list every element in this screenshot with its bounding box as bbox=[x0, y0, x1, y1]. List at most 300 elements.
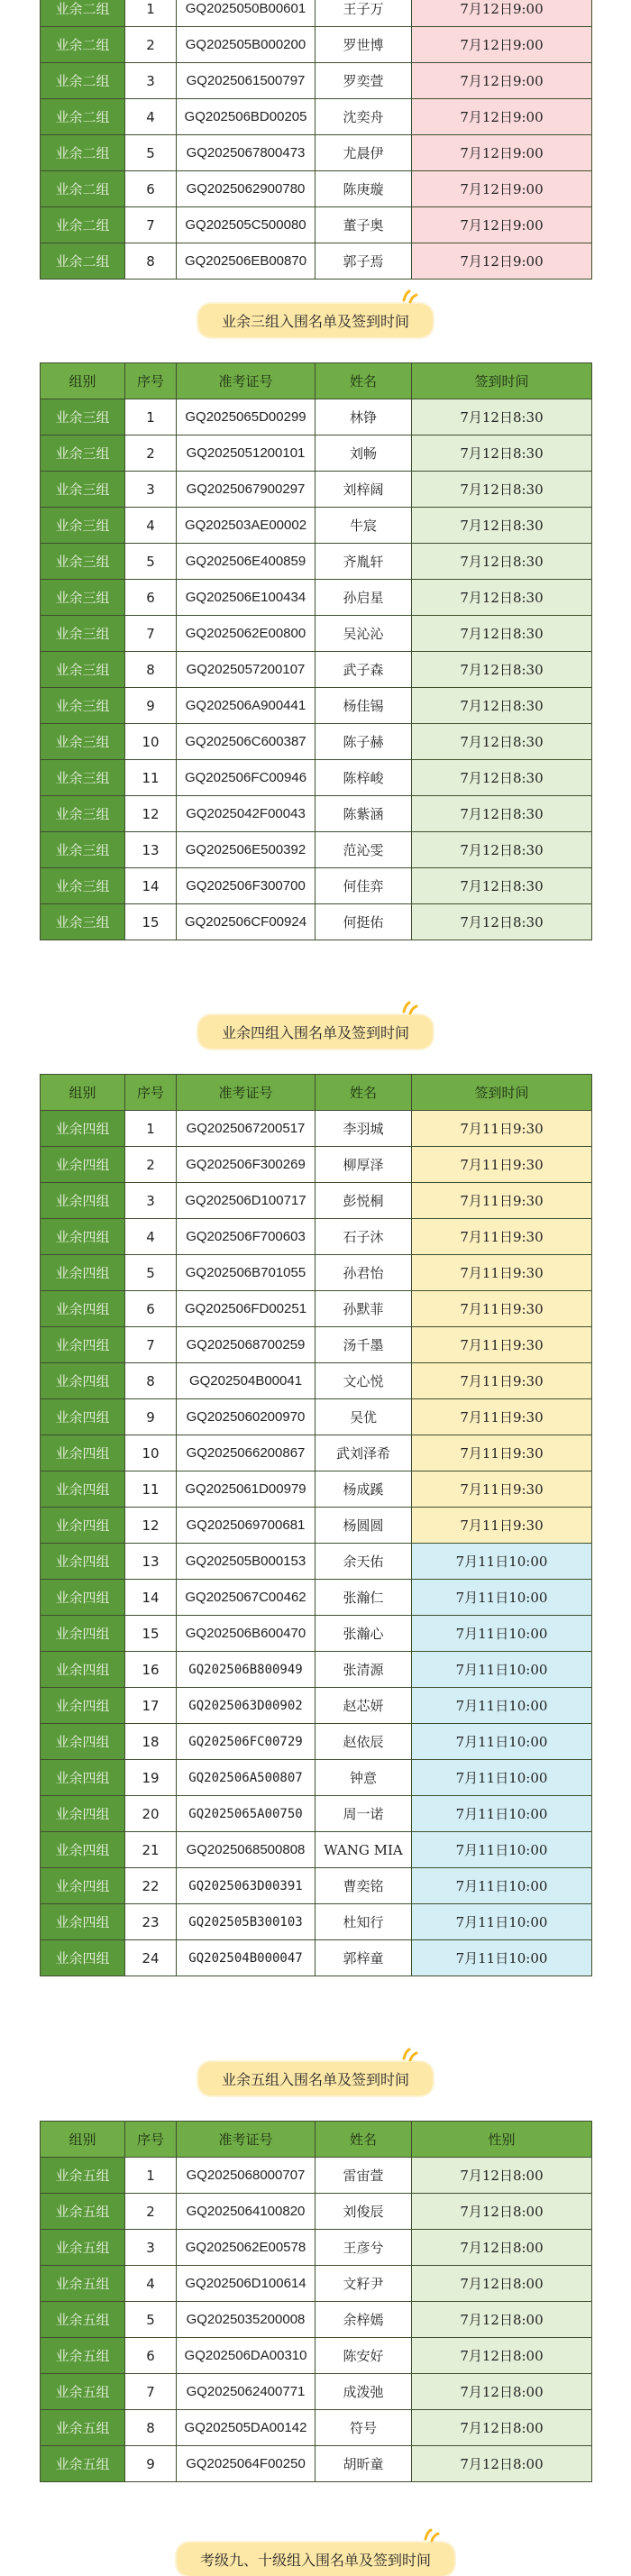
table-row bbox=[41, 472, 592, 508]
header-group: 组别 bbox=[41, 363, 125, 399]
number-cell: 3 bbox=[125, 2230, 177, 2266]
table-row bbox=[41, 760, 592, 796]
number-cell: 4 bbox=[125, 99, 177, 135]
exam-id-cell: GQ202506FC00946 bbox=[177, 760, 316, 796]
exam-id-cell: GQ2025063D00902 bbox=[177, 1688, 316, 1724]
number-cell: 6 bbox=[125, 580, 177, 616]
group-cell: 业余四组 bbox=[41, 1291, 125, 1327]
roster-table-amateur-5 bbox=[40, 2121, 592, 2482]
table-row bbox=[41, 2158, 592, 2194]
header-time: 签到时间 bbox=[412, 1075, 592, 1111]
name-cell: 沈奕舟 bbox=[316, 99, 412, 135]
checkin-time-cell: 7月12日8:30 bbox=[412, 832, 592, 868]
number-cell: 15 bbox=[125, 904, 177, 940]
table-row bbox=[41, 1508, 592, 1544]
checkin-time-cell: 7月12日9:00 bbox=[412, 171, 592, 207]
checkin-time-cell: 7月12日9:00 bbox=[412, 27, 592, 63]
exam-id-cell: GQ202506FD00251 bbox=[177, 1291, 316, 1327]
checkin-time-cell: 7月12日8:00 bbox=[412, 2158, 592, 2194]
name-cell: 杨成蹊 bbox=[316, 1471, 412, 1508]
header-group: 组别 bbox=[41, 2122, 125, 2158]
name-cell: 罗奕萱 bbox=[316, 63, 412, 99]
number-cell: 2 bbox=[125, 27, 177, 63]
name-cell: 武刘泽希 bbox=[316, 1435, 412, 1471]
number-cell: 3 bbox=[125, 1183, 177, 1219]
name-cell: 陈庚璇 bbox=[316, 171, 412, 207]
number-cell: 14 bbox=[125, 868, 177, 904]
name-cell: 刘畅 bbox=[316, 435, 412, 472]
exam-id-cell: GQ202506BD00205 bbox=[177, 99, 316, 135]
group-cell: 业余五组 bbox=[41, 2446, 125, 2482]
group-cell: 业余五组 bbox=[41, 2338, 125, 2374]
name-cell: 郭梓童 bbox=[316, 1940, 412, 1976]
table-row bbox=[41, 1868, 592, 1904]
name-cell: 文心悦 bbox=[316, 1363, 412, 1399]
banner-amateur-4 bbox=[198, 1015, 433, 1049]
checkin-time-cell: 7月12日8:00 bbox=[412, 2230, 592, 2266]
group-cell: 业余五组 bbox=[41, 2410, 125, 2446]
table-row bbox=[41, 1255, 592, 1291]
group-cell: 业余三组 bbox=[41, 688, 125, 724]
group-cell: 业余三组 bbox=[41, 616, 125, 652]
number-cell: 24 bbox=[125, 1940, 177, 1976]
exam-id-cell: GQ202506E400859 bbox=[177, 544, 316, 580]
checkin-time-cell: 7月12日8:30 bbox=[412, 435, 592, 472]
checkin-time-cell: 7月12日8:30 bbox=[412, 868, 592, 904]
number-cell: 13 bbox=[125, 832, 177, 868]
table-row bbox=[41, 1652, 592, 1688]
exam-id-cell: GQ202505B300103 bbox=[177, 1904, 316, 1940]
exam-id-cell: GQ2025062E00578 bbox=[177, 2230, 316, 2266]
exam-id-cell: GQ2025057200107 bbox=[177, 652, 316, 688]
checkin-time-cell: 7月12日8:00 bbox=[412, 2374, 592, 2410]
section-amateur-4 bbox=[0, 1015, 631, 1976]
banner-title: 业余五组入围名单及签到时间 bbox=[221, 2071, 409, 2088]
group-cell: 业余四组 bbox=[41, 1724, 125, 1760]
header-exam-id: 准考证号 bbox=[177, 2122, 316, 2158]
table-row bbox=[41, 1219, 592, 1255]
table-row bbox=[41, 1724, 592, 1760]
number-cell: 17 bbox=[125, 1688, 177, 1724]
number-cell: 8 bbox=[125, 1363, 177, 1399]
exam-id-cell: GQ202505C500080 bbox=[177, 207, 316, 243]
roster-table-amateur-4 bbox=[40, 1074, 592, 1976]
table-row bbox=[41, 171, 592, 207]
number-cell: 4 bbox=[125, 508, 177, 544]
group-cell: 业余二组 bbox=[41, 27, 125, 63]
exam-id-cell: GQ202503AE00002 bbox=[177, 508, 316, 544]
checkin-time-cell: 7月11日10:00 bbox=[412, 1796, 592, 1832]
table-row bbox=[41, 544, 592, 580]
number-cell: 11 bbox=[125, 1471, 177, 1508]
table-row bbox=[41, 99, 592, 135]
group-cell: 业余三组 bbox=[41, 544, 125, 580]
name-cell: 王子万 bbox=[316, 0, 412, 27]
number-cell: 12 bbox=[125, 796, 177, 832]
checkin-time-cell: 7月12日8:30 bbox=[412, 688, 592, 724]
exam-id-cell: GQ202506F300269 bbox=[177, 1147, 316, 1183]
group-cell: 业余四组 bbox=[41, 1832, 125, 1868]
table-row bbox=[41, 724, 592, 760]
exam-id-cell: GQ202506DA00310 bbox=[177, 2338, 316, 2374]
group-cell: 业余四组 bbox=[41, 1544, 125, 1580]
group-cell: 业余五组 bbox=[41, 2266, 125, 2302]
table-row bbox=[41, 1111, 592, 1147]
exam-id-cell: GQ202504B000047 bbox=[177, 1940, 316, 1976]
checkin-time-cell: 7月11日10:00 bbox=[412, 1760, 592, 1796]
table-row bbox=[41, 2266, 592, 2302]
number-cell: 5 bbox=[125, 135, 177, 171]
number-cell: 4 bbox=[125, 1219, 177, 1255]
name-cell: 成泼弛 bbox=[316, 2374, 412, 2410]
checkin-time-cell: 7月11日10:00 bbox=[412, 1940, 592, 1976]
name-cell: 吴优 bbox=[316, 1399, 412, 1435]
number-cell: 12 bbox=[125, 1508, 177, 1544]
number-cell: 11 bbox=[125, 760, 177, 796]
name-cell: 汤千墨 bbox=[316, 1327, 412, 1363]
table-row bbox=[41, 868, 592, 904]
group-cell: 业余二组 bbox=[41, 135, 125, 171]
header-name: 姓名 bbox=[316, 1075, 412, 1111]
checkin-time-cell: 7月12日8:30 bbox=[412, 399, 592, 435]
name-cell: 何佳弈 bbox=[316, 868, 412, 904]
exam-id-cell: GQ202506F700603 bbox=[177, 1219, 316, 1255]
number-cell: 8 bbox=[125, 2410, 177, 2446]
name-cell: 杨圆圆 bbox=[316, 1508, 412, 1544]
table-row bbox=[41, 243, 592, 280]
name-cell: 雷宙萱 bbox=[316, 2158, 412, 2194]
header-name: 姓名 bbox=[316, 2122, 412, 2158]
exam-id-cell: GQ2025064F00250 bbox=[177, 2446, 316, 2482]
checkin-time-cell: 7月11日9:30 bbox=[412, 1471, 592, 1508]
group-cell: 业余三组 bbox=[41, 399, 125, 435]
name-cell: 孙君怡 bbox=[316, 1255, 412, 1291]
header-name: 姓名 bbox=[316, 363, 412, 399]
exam-id-cell: GQ2025067800473 bbox=[177, 135, 316, 171]
number-cell: 6 bbox=[125, 171, 177, 207]
checkin-time-cell: 7月12日8:30 bbox=[412, 508, 592, 544]
table-row bbox=[41, 207, 592, 243]
checkin-time-cell: 7月12日8:00 bbox=[412, 2446, 592, 2482]
number-cell: 7 bbox=[125, 207, 177, 243]
sparkle-icon bbox=[400, 2046, 420, 2062]
group-cell: 业余三组 bbox=[41, 652, 125, 688]
table-row bbox=[41, 1832, 592, 1868]
checkin-time-cell: 7月12日8:30 bbox=[412, 472, 592, 508]
number-cell: 14 bbox=[125, 1580, 177, 1616]
table-row bbox=[41, 2374, 592, 2410]
exam-id-cell: GQ2025035200008 bbox=[177, 2302, 316, 2338]
table-row bbox=[41, 1363, 592, 1399]
table-row bbox=[41, 832, 592, 868]
group-cell: 业余三组 bbox=[41, 472, 125, 508]
group-cell: 业余二组 bbox=[41, 99, 125, 135]
checkin-time-cell: 7月12日8:00 bbox=[412, 2338, 592, 2374]
table-row bbox=[41, 1904, 592, 1940]
group-cell: 业余三组 bbox=[41, 508, 125, 544]
table-row bbox=[41, 580, 592, 616]
name-cell: 文籽尹 bbox=[316, 2266, 412, 2302]
name-cell: 林铮 bbox=[316, 399, 412, 435]
name-cell: 张瀚心 bbox=[316, 1616, 412, 1652]
group-cell: 业余三组 bbox=[41, 904, 125, 940]
banner-title: 业余三组入围名单及签到时间 bbox=[221, 313, 409, 330]
name-cell: 彭悦桐 bbox=[316, 1183, 412, 1219]
group-cell: 业余四组 bbox=[41, 1868, 125, 1904]
banner-amateur-5 bbox=[198, 2062, 433, 2095]
group-cell: 业余四组 bbox=[41, 1363, 125, 1399]
exam-id-cell: GQ2025051200101 bbox=[177, 435, 316, 472]
table-row bbox=[41, 796, 592, 832]
checkin-time-cell: 7月12日8:30 bbox=[412, 760, 592, 796]
group-cell: 业余五组 bbox=[41, 2230, 125, 2266]
exam-id-cell: GQ2025062E00800 bbox=[177, 616, 316, 652]
table-row bbox=[41, 1940, 592, 1976]
exam-id-cell: GQ202506A500807 bbox=[177, 1760, 316, 1796]
table-row bbox=[41, 1616, 592, 1652]
name-cell: 钟意 bbox=[316, 1760, 412, 1796]
group-cell: 业余四组 bbox=[41, 1796, 125, 1832]
checkin-time-cell: 7月11日9:30 bbox=[412, 1219, 592, 1255]
checkin-time-cell: 7月12日8:00 bbox=[412, 2194, 592, 2230]
table-row bbox=[41, 2446, 592, 2482]
table-row bbox=[41, 652, 592, 688]
section-grade-9-10 bbox=[0, 2543, 631, 2576]
table-row bbox=[41, 135, 592, 171]
table-row bbox=[41, 508, 592, 544]
exam-id-cell: GQ2025064100820 bbox=[177, 2194, 316, 2230]
name-cell: 曹奕铭 bbox=[316, 1868, 412, 1904]
checkin-time-cell: 7月11日9:30 bbox=[412, 1291, 592, 1327]
name-cell: 柳厚泽 bbox=[316, 1147, 412, 1183]
group-cell: 业余二组 bbox=[41, 171, 125, 207]
group-cell: 业余二组 bbox=[41, 63, 125, 99]
name-cell: 郭子焉 bbox=[316, 243, 412, 280]
exam-id-cell: GQ2025065A00750 bbox=[177, 1796, 316, 1832]
number-cell: 6 bbox=[125, 1291, 177, 1327]
table-row bbox=[41, 1760, 592, 1796]
group-cell: 业余四组 bbox=[41, 1219, 125, 1255]
group-cell: 业余四组 bbox=[41, 1399, 125, 1435]
exam-id-cell: GQ202506D100717 bbox=[177, 1183, 316, 1219]
number-cell: 1 bbox=[125, 2158, 177, 2194]
name-cell: 武子森 bbox=[316, 652, 412, 688]
name-cell: WANG MIA bbox=[316, 1832, 412, 1868]
exam-id-cell: GQ2025068000707 bbox=[177, 2158, 316, 2194]
name-cell: 齐胤轩 bbox=[316, 544, 412, 580]
exam-id-cell: GQ2025063D00391 bbox=[177, 1868, 316, 1904]
number-cell: 22 bbox=[125, 1868, 177, 1904]
group-cell: 业余三组 bbox=[41, 832, 125, 868]
name-cell: 刘俊辰 bbox=[316, 2194, 412, 2230]
group-cell: 业余四组 bbox=[41, 1111, 125, 1147]
group-cell: 业余四组 bbox=[41, 1688, 125, 1724]
checkin-time-cell: 7月12日9:00 bbox=[412, 99, 592, 135]
sparkle-icon bbox=[400, 999, 420, 1015]
exam-id-cell: GQ202506E500392 bbox=[177, 832, 316, 868]
exam-id-cell: GQ2025068500808 bbox=[177, 1832, 316, 1868]
exam-id-cell: GQ2025067900297 bbox=[177, 472, 316, 508]
exam-id-cell: GQ202506C600387 bbox=[177, 724, 316, 760]
table-row bbox=[41, 1399, 592, 1435]
name-cell: 范沁雯 bbox=[316, 832, 412, 868]
number-cell: 1 bbox=[125, 0, 177, 27]
table-row bbox=[41, 1435, 592, 1471]
exam-id-cell: GQ2025068700259 bbox=[177, 1327, 316, 1363]
name-cell: 张瀚仁 bbox=[316, 1580, 412, 1616]
checkin-time-cell: 7月11日9:30 bbox=[412, 1399, 592, 1435]
exam-id-cell: GQ2025065D00299 bbox=[177, 399, 316, 435]
checkin-time-cell: 7月12日8:30 bbox=[412, 652, 592, 688]
exam-id-cell: GQ202506FC00729 bbox=[177, 1724, 316, 1760]
exam-id-cell: GQ202506B600470 bbox=[177, 1616, 316, 1652]
name-cell: 余梓嫣 bbox=[316, 2302, 412, 2338]
table-row bbox=[41, 1291, 592, 1327]
section-banner bbox=[0, 1015, 631, 1049]
group-cell: 业余二组 bbox=[41, 207, 125, 243]
name-cell: 赵芯妍 bbox=[316, 1688, 412, 1724]
exam-id-cell: GQ2025062400771 bbox=[177, 2374, 316, 2410]
table-row bbox=[41, 399, 592, 435]
name-cell: 吴沁沁 bbox=[316, 616, 412, 652]
exam-id-cell: GQ2025069700681 bbox=[177, 1508, 316, 1544]
checkin-time-cell: 7月12日8:30 bbox=[412, 580, 592, 616]
checkin-time-cell: 7月11日10:00 bbox=[412, 1616, 592, 1652]
name-cell: 赵依辰 bbox=[316, 1724, 412, 1760]
exam-id-cell: GQ202505B000153 bbox=[177, 1544, 316, 1580]
group-cell: 业余四组 bbox=[41, 1652, 125, 1688]
checkin-time-cell: 7月12日9:00 bbox=[412, 243, 592, 280]
name-cell: 孙默菲 bbox=[316, 1291, 412, 1327]
banner-amateur-3 bbox=[198, 304, 433, 337]
name-cell: 罗世博 bbox=[316, 27, 412, 63]
table-row bbox=[41, 1544, 592, 1580]
table-row bbox=[41, 1471, 592, 1508]
number-cell: 2 bbox=[125, 1147, 177, 1183]
name-cell: 石子沐 bbox=[316, 1219, 412, 1255]
table-row bbox=[41, 2194, 592, 2230]
table-row bbox=[41, 27, 592, 63]
exam-id-cell: GQ202505B000200 bbox=[177, 27, 316, 63]
number-cell: 5 bbox=[125, 1255, 177, 1291]
group-cell: 业余四组 bbox=[41, 1508, 125, 1544]
number-cell: 1 bbox=[125, 1111, 177, 1147]
header-number: 序号 bbox=[125, 1075, 177, 1111]
roster-table-amateur-3 bbox=[40, 362, 592, 940]
checkin-time-cell: 7月12日8:00 bbox=[412, 2302, 592, 2338]
name-cell: 王彦兮 bbox=[316, 2230, 412, 2266]
exam-id-cell: GQ202506B701055 bbox=[177, 1255, 316, 1291]
number-cell: 8 bbox=[125, 652, 177, 688]
number-cell: 10 bbox=[125, 1435, 177, 1471]
name-cell: 余天佑 bbox=[316, 1544, 412, 1580]
number-cell: 9 bbox=[125, 688, 177, 724]
exam-id-cell: GQ2025060200970 bbox=[177, 1399, 316, 1435]
group-cell: 业余四组 bbox=[41, 1255, 125, 1291]
name-cell: 尤晨伊 bbox=[316, 135, 412, 171]
checkin-time-cell: 7月12日8:30 bbox=[412, 796, 592, 832]
number-cell: 9 bbox=[125, 2446, 177, 2482]
section-amateur-5 bbox=[0, 2062, 631, 2482]
checkin-time-cell: 7月11日9:30 bbox=[412, 1435, 592, 1471]
checkin-time-cell: 7月11日10:00 bbox=[412, 1544, 592, 1580]
number-cell: 20 bbox=[125, 1796, 177, 1832]
exam-id-cell: GQ202506A900441 bbox=[177, 688, 316, 724]
section-banner bbox=[0, 304, 631, 337]
header-exam-id: 准考证号 bbox=[177, 363, 316, 399]
number-cell: 23 bbox=[125, 1904, 177, 1940]
name-cell: 符号 bbox=[316, 2410, 412, 2446]
checkin-time-cell: 7月11日9:30 bbox=[412, 1508, 592, 1544]
exam-id-cell: GQ2025061D00979 bbox=[177, 1471, 316, 1508]
table-header-row bbox=[41, 363, 592, 399]
exam-id-cell: GQ202506D100614 bbox=[177, 2266, 316, 2302]
checkin-time-cell: 7月12日9:00 bbox=[412, 207, 592, 243]
name-cell: 陈紫涵 bbox=[316, 796, 412, 832]
table-row bbox=[41, 1327, 592, 1363]
banner-title: 考级九、十级组入围名单及签到时间 bbox=[199, 2552, 431, 2569]
checkin-time-cell: 7月11日9:30 bbox=[412, 1183, 592, 1219]
number-cell: 7 bbox=[125, 1327, 177, 1363]
number-cell: 2 bbox=[125, 435, 177, 472]
checkin-time-cell: 7月12日8:00 bbox=[412, 2266, 592, 2302]
exam-id-cell: GQ202506CF00924 bbox=[177, 904, 316, 940]
name-cell: 周一诺 bbox=[316, 1796, 412, 1832]
number-cell: 16 bbox=[125, 1652, 177, 1688]
name-cell: 刘梓阔 bbox=[316, 472, 412, 508]
group-cell: 业余五组 bbox=[41, 2194, 125, 2230]
number-cell: 6 bbox=[125, 2338, 177, 2374]
roster-table-amateur-2 bbox=[40, 0, 592, 280]
checkin-time-cell: 7月11日9:30 bbox=[412, 1147, 592, 1183]
name-cell: 牛宸 bbox=[316, 508, 412, 544]
exam-id-cell: GQ202506EB00870 bbox=[177, 243, 316, 280]
group-cell: 业余三组 bbox=[41, 796, 125, 832]
table-row bbox=[41, 1796, 592, 1832]
group-cell: 业余三组 bbox=[41, 580, 125, 616]
header-group: 组别 bbox=[41, 1075, 125, 1111]
table-row bbox=[41, 1183, 592, 1219]
table-row bbox=[41, 2338, 592, 2374]
number-cell: 5 bbox=[125, 544, 177, 580]
header-time: 性别 bbox=[412, 2122, 592, 2158]
group-cell: 业余三组 bbox=[41, 724, 125, 760]
exam-id-cell: GQ2025050B00601 bbox=[177, 0, 316, 27]
exam-id-cell: GQ2025062900780 bbox=[177, 171, 316, 207]
group-cell: 业余五组 bbox=[41, 2158, 125, 2194]
checkin-time-cell: 7月11日10:00 bbox=[412, 1580, 592, 1616]
name-cell: 孙启星 bbox=[316, 580, 412, 616]
group-cell: 业余三组 bbox=[41, 760, 125, 796]
name-cell: 陈安好 bbox=[316, 2338, 412, 2374]
name-cell: 陈梓峻 bbox=[316, 760, 412, 796]
table-row bbox=[41, 0, 592, 27]
number-cell: 9 bbox=[125, 1399, 177, 1435]
table-header-row bbox=[41, 2122, 592, 2158]
header-exam-id: 准考证号 bbox=[177, 1075, 316, 1111]
table-row bbox=[41, 1147, 592, 1183]
group-cell: 业余五组 bbox=[41, 2302, 125, 2338]
checkin-time-cell: 7月11日9:30 bbox=[412, 1327, 592, 1363]
name-cell: 何挺佑 bbox=[316, 904, 412, 940]
exam-id-cell: GQ2025042F00043 bbox=[177, 796, 316, 832]
group-cell: 业余三组 bbox=[41, 868, 125, 904]
group-cell: 业余四组 bbox=[41, 1616, 125, 1652]
group-cell: 业余四组 bbox=[41, 1580, 125, 1616]
checkin-time-cell: 7月11日10:00 bbox=[412, 1724, 592, 1760]
name-cell: 杨佳锡 bbox=[316, 688, 412, 724]
number-cell: 10 bbox=[125, 724, 177, 760]
